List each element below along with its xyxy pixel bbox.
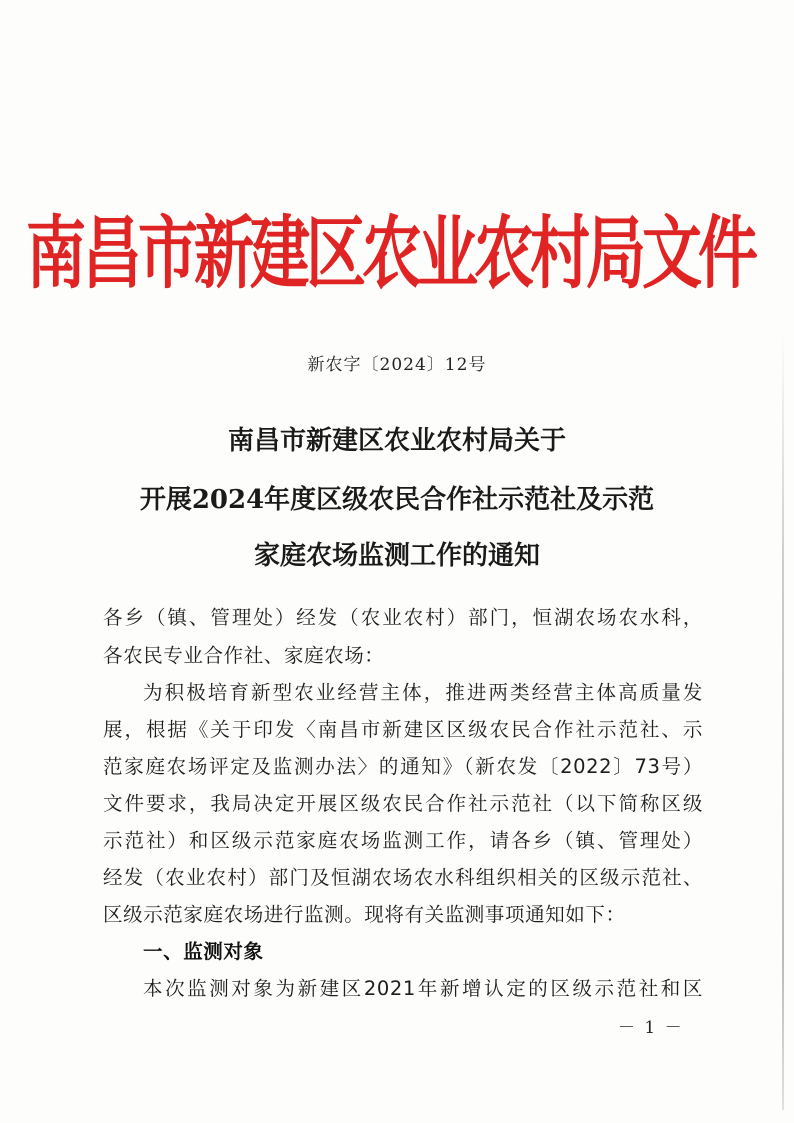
body-line-7: 区级示范家庭农场进行监测。现将有关监测事项通知如下： <box>103 903 626 926</box>
body-line-5: 示范社）和区级示范家庭农场监测工作，请各乡（镇、管理处） <box>103 829 703 852</box>
body-line-6: 经发（农业农村）部门及恒湖农场农水科组织相关的区级示范社、 <box>103 866 703 889</box>
body-line-4: 文件要求，我局决定开展区级农民合作社示范社（以下简称区级 <box>103 792 703 815</box>
page-number: － 1 － <box>618 1018 684 1038</box>
document-title-line-2: 开展2024年度区级农民合作社示范社及示范 <box>139 485 655 515</box>
addressee-line-2: 各农民专业合作社、家庭农场： <box>103 644 385 667</box>
body-line-1: 为积极培育新型农业经营主体，推进两类经营主体高质量发 <box>143 681 703 704</box>
section-1-heading: 一、监测对象 <box>143 940 264 963</box>
body-line-3: 范家庭农场评定及监测办法〉的通知》（新农发〔2022〕73号） <box>103 755 703 778</box>
section-1-line-1: 本次监测对象为新建区2021年新增认定的区级示范社和区 <box>143 977 703 1000</box>
red-header-masthead: 南昌市新建区农业农村局文件 <box>26 207 754 301</box>
document-title-line-3: 家庭农场监测工作的通知 <box>253 541 540 571</box>
document-number: 新农字〔2024〕12号 <box>307 355 487 375</box>
document-title-line-1: 南昌市新建区农业农村局关于 <box>227 426 566 456</box>
scan-edge-shadow <box>782 330 784 1110</box>
body-line-2: 展，根据《关于印发〈南昌市新建区区级农民合作社示范社、示 <box>103 718 703 741</box>
addressee-line-1: 各乡（镇、管理处）经发（农业农村）部门，恒湖农场农水科， <box>103 606 703 629</box>
